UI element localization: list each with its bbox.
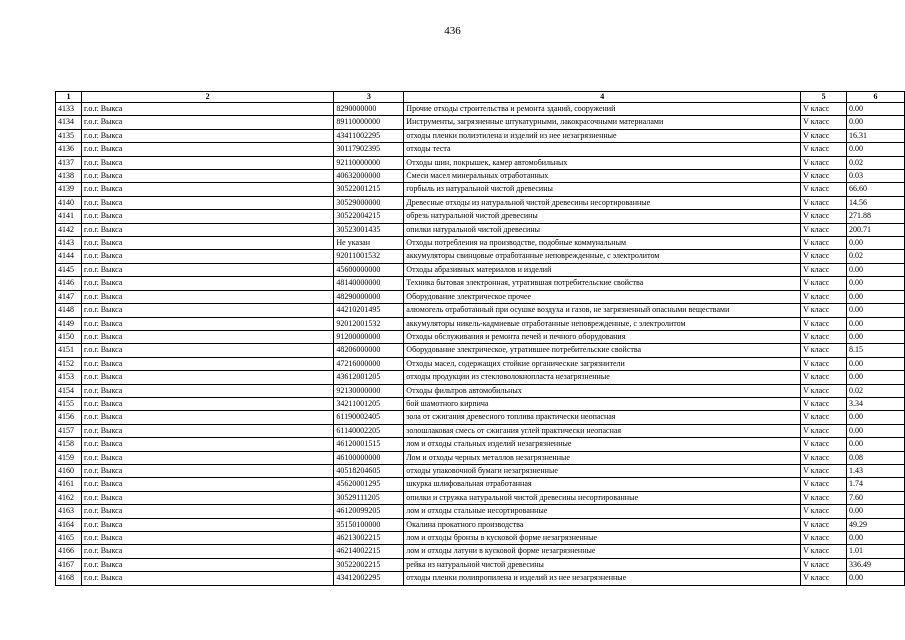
- waste-code-cell: 91200000000: [334, 330, 404, 343]
- row-number-cell: 4142: [56, 223, 82, 236]
- amount-cell: 0.00: [847, 505, 905, 518]
- waste-code-cell: 92110000000: [334, 156, 404, 169]
- waste-code-cell: Не указан: [334, 237, 404, 250]
- place-cell: г.о.г. Выкса: [81, 210, 333, 223]
- hazard-class-cell: V класс: [801, 196, 847, 209]
- table-row: [56, 411, 905, 424]
- waste-code-cell: 30529111205: [334, 491, 404, 504]
- table-row: [56, 103, 905, 116]
- row-number-cell: 4143: [56, 237, 82, 250]
- waste-name-cell: аккумуляторы никель-кадмиевые отработанные неповрежденные, с электролитом: [404, 317, 801, 330]
- waste-code-cell: 92011001532: [334, 250, 404, 263]
- row-number-cell: 4151: [56, 344, 82, 357]
- amount-cell: 14.56: [847, 196, 905, 209]
- place-cell: г.о.г. Выкса: [81, 290, 333, 303]
- hazard-class-cell: V класс: [801, 572, 847, 585]
- place-cell: г.о.г. Выкса: [81, 277, 333, 290]
- waste-name-cell: аккумуляторы свинцовые отработанные неповрежденные, с электролитом: [404, 250, 801, 263]
- place-cell: г.о.г. Выкса: [81, 330, 333, 343]
- waste-name-cell: лом и отходы латуни в кусковой форме незагрязненные: [404, 545, 801, 558]
- amount-cell: 66.60: [847, 183, 905, 196]
- amount-cell: 0.00: [847, 532, 905, 545]
- table-row: [56, 290, 905, 303]
- hazard-class-cell: V класс: [801, 183, 847, 196]
- place-cell: г.о.г. Выкса: [81, 223, 333, 236]
- place-cell: г.о.г. Выкса: [81, 357, 333, 370]
- row-number-cell: 4133: [56, 103, 82, 116]
- row-number-cell: 4141: [56, 210, 82, 223]
- hazard-class-cell: V класс: [801, 558, 847, 571]
- column-header-code: 3: [334, 92, 404, 103]
- waste-code-cell: 92012001532: [334, 317, 404, 330]
- place-cell: г.о.г. Выкса: [81, 129, 333, 142]
- hazard-class-cell: V класс: [801, 277, 847, 290]
- waste-name-cell: Смеси масел минеральных отработанных: [404, 170, 801, 183]
- hazard-class-cell: V класс: [801, 170, 847, 183]
- table-row: [56, 478, 905, 491]
- hazard-class-cell: V класс: [801, 263, 847, 276]
- table-row: [56, 156, 905, 169]
- place-cell: г.о.г. Выкса: [81, 196, 333, 209]
- waste-code-cell: 45600000000: [334, 263, 404, 276]
- amount-cell: 0.00: [847, 330, 905, 343]
- waste-name-cell: Отходы шин, покрышек, камер автомобильных: [404, 156, 801, 169]
- hazard-class-cell: V класс: [801, 304, 847, 317]
- place-cell: г.о.г. Выкса: [81, 545, 333, 558]
- waste-code-cell: 40518204605: [334, 464, 404, 477]
- table-row: [56, 558, 905, 571]
- waste-register-table: [55, 91, 905, 586]
- amount-cell: 0.08: [847, 451, 905, 464]
- amount-cell: 0.00: [847, 424, 905, 437]
- row-number-cell: 4138: [56, 170, 82, 183]
- place-cell: г.о.г. Выкса: [81, 250, 333, 263]
- waste-name-cell: обрезь натуральной чистой древесины: [404, 210, 801, 223]
- table-row: [56, 397, 905, 410]
- amount-cell: 0.02: [847, 156, 905, 169]
- place-cell: г.о.г. Выкса: [81, 371, 333, 384]
- hazard-class-cell: V класс: [801, 397, 847, 410]
- hazard-class-cell: V класс: [801, 424, 847, 437]
- place-cell: г.о.г. Выкса: [81, 317, 333, 330]
- place-cell: г.о.г. Выкса: [81, 464, 333, 477]
- hazard-class-cell: V класс: [801, 330, 847, 343]
- place-cell: г.о.г. Выкса: [81, 438, 333, 451]
- row-number-cell: 4147: [56, 290, 82, 303]
- row-number-cell: 4157: [56, 424, 82, 437]
- hazard-class-cell: V класс: [801, 464, 847, 477]
- hazard-class-cell: V класс: [801, 384, 847, 397]
- waste-code-cell: 30117902395: [334, 143, 404, 156]
- place-cell: г.о.г. Выкса: [81, 384, 333, 397]
- column-header-hazard-class: 5: [801, 92, 847, 103]
- row-number-cell: 4156: [56, 411, 82, 424]
- row-number-cell: 4146: [56, 277, 82, 290]
- waste-name-cell: шкурка шлифовальная отработанная: [404, 478, 801, 491]
- table-row: [56, 317, 905, 330]
- table-row: [56, 210, 905, 223]
- amount-cell: 49.29: [847, 518, 905, 531]
- hazard-class-cell: V класс: [801, 411, 847, 424]
- hazard-class-cell: V класс: [801, 478, 847, 491]
- table-header: [56, 92, 905, 103]
- waste-code-cell: 30522002215: [334, 558, 404, 571]
- hazard-class-cell: V класс: [801, 357, 847, 370]
- waste-code-cell: 48290000000: [334, 290, 404, 303]
- amount-cell: 1.43: [847, 464, 905, 477]
- table-row: [56, 464, 905, 477]
- hazard-class-cell: V класс: [801, 532, 847, 545]
- waste-name-cell: зола от сжигания древесного топлива практически неопасная: [404, 411, 801, 424]
- waste-name-cell: Лом и отходы черных металлов незагрязненные: [404, 451, 801, 464]
- table-row: [56, 223, 905, 236]
- table-row: [56, 129, 905, 142]
- table-row: [56, 491, 905, 504]
- row-number-cell: 4166: [56, 545, 82, 558]
- table-row: [56, 250, 905, 263]
- hazard-class-cell: V класс: [801, 250, 847, 263]
- amount-cell: 0.00: [847, 371, 905, 384]
- amount-cell: 8.15: [847, 344, 905, 357]
- amount-cell: 1.01: [847, 545, 905, 558]
- hazard-class-cell: V класс: [801, 223, 847, 236]
- table-row: [56, 357, 905, 370]
- row-number-cell: 4158: [56, 438, 82, 451]
- waste-code-cell: 43412002295: [334, 572, 404, 585]
- waste-code-cell: 30529000000: [334, 196, 404, 209]
- waste-name-cell: отходы пленки полипропилена и изделий из нее незагрязненные: [404, 572, 801, 585]
- waste-code-cell: 35150100000: [334, 518, 404, 531]
- waste-name-cell: Древесные отходы из натуральной чистой древесины несортированные: [404, 196, 801, 209]
- place-cell: г.о.г. Выкса: [81, 344, 333, 357]
- table-row: [56, 384, 905, 397]
- row-number-cell: 4153: [56, 371, 82, 384]
- waste-name-cell: отходы упаковочной бумаги незагрязненные: [404, 464, 801, 477]
- place-cell: г.о.г. Выкса: [81, 451, 333, 464]
- row-number-cell: 4148: [56, 304, 82, 317]
- waste-name-cell: лом и отходы стальные несортированные: [404, 505, 801, 518]
- waste-code-cell: 92130000000: [334, 384, 404, 397]
- table-row: [56, 277, 905, 290]
- hazard-class-cell: V класс: [801, 237, 847, 250]
- column-header-place: 2: [81, 92, 333, 103]
- waste-name-cell: Оборудование электрическое, утратившее потребительские свойства: [404, 344, 801, 357]
- hazard-class-cell: V класс: [801, 438, 847, 451]
- waste-name-cell: Отходы абразивных материалов и изделий: [404, 263, 801, 276]
- row-number-cell: 4144: [56, 250, 82, 263]
- hazard-class-cell: V класс: [801, 371, 847, 384]
- waste-name-cell: бой шамотного кирпича: [404, 397, 801, 410]
- amount-cell: 336.49: [847, 558, 905, 571]
- place-cell: г.о.г. Выкса: [81, 478, 333, 491]
- table-row: [56, 143, 905, 156]
- column-header-waste-name: 4: [404, 92, 801, 103]
- table-row: [56, 505, 905, 518]
- waste-name-cell: опилки и стружка натуральной чистой древесины несортированные: [404, 491, 801, 504]
- table-row: [56, 263, 905, 276]
- place-cell: г.о.г. Выкса: [81, 183, 333, 196]
- table-row: [56, 518, 905, 531]
- hazard-class-cell: V класс: [801, 491, 847, 504]
- place-cell: г.о.г. Выкса: [81, 237, 333, 250]
- place-cell: г.о.г. Выкса: [81, 424, 333, 437]
- table-row: [56, 572, 905, 585]
- waste-name-cell: Отходы масел, содержащих стойкие органические загрязнители: [404, 357, 801, 370]
- table-row: [56, 532, 905, 545]
- table-row: [56, 424, 905, 437]
- waste-name-cell: отходы продукции из стекловолокнопласта незагрязненные: [404, 371, 801, 384]
- waste-code-cell: 43411002295: [334, 129, 404, 142]
- hazard-class-cell: V класс: [801, 317, 847, 330]
- amount-cell: 0.00: [847, 304, 905, 317]
- table-row: [56, 330, 905, 343]
- waste-code-cell: 34211001205: [334, 397, 404, 410]
- table-row: [56, 451, 905, 464]
- amount-cell: 0.00: [847, 317, 905, 330]
- place-cell: г.о.г. Выкса: [81, 103, 333, 116]
- place-cell: г.о.г. Выкса: [81, 304, 333, 317]
- waste-name-cell: горбыль из натуральной чистой древесины: [404, 183, 801, 196]
- waste-code-cell: 46120099205: [334, 505, 404, 518]
- row-number-cell: 4155: [56, 397, 82, 410]
- place-cell: г.о.г. Выкса: [81, 491, 333, 504]
- row-number-cell: 4163: [56, 505, 82, 518]
- row-number-cell: 4162: [56, 491, 82, 504]
- table-row: [56, 237, 905, 250]
- amount-cell: 16.31: [847, 129, 905, 142]
- amount-cell: 0.00: [847, 103, 905, 116]
- table-row: [56, 170, 905, 183]
- header-row: [56, 92, 905, 103]
- waste-name-cell: отходы пленки полиэтилена и изделий из нее незагрязненные: [404, 129, 801, 142]
- row-number-cell: 4134: [56, 116, 82, 129]
- row-number-cell: 4136: [56, 143, 82, 156]
- hazard-class-cell: V класс: [801, 156, 847, 169]
- table-row: [56, 196, 905, 209]
- row-number-cell: 4140: [56, 196, 82, 209]
- column-header-number: 1: [56, 92, 82, 103]
- hazard-class-cell: V класс: [801, 518, 847, 531]
- table-row: [56, 371, 905, 384]
- hazard-class-cell: V класс: [801, 545, 847, 558]
- place-cell: г.о.г. Выкса: [81, 397, 333, 410]
- amount-cell: 0.00: [847, 411, 905, 424]
- waste-code-cell: 46213002215: [334, 532, 404, 545]
- waste-code-cell: 61190002405: [334, 411, 404, 424]
- table-row: [56, 545, 905, 558]
- place-cell: г.о.г. Выкса: [81, 572, 333, 585]
- row-number-cell: 4135: [56, 129, 82, 142]
- table-row: [56, 344, 905, 357]
- amount-cell: 0.00: [847, 237, 905, 250]
- waste-code-cell: 46100000000: [334, 451, 404, 464]
- waste-name-cell: Окалина прокатного производства: [404, 518, 801, 531]
- amount-cell: 0.00: [847, 357, 905, 370]
- row-number-cell: 4137: [56, 156, 82, 169]
- hazard-class-cell: V класс: [801, 103, 847, 116]
- row-number-cell: 4167: [56, 558, 82, 571]
- amount-cell: 3.34: [847, 397, 905, 410]
- amount-cell: 0.00: [847, 277, 905, 290]
- hazard-class-cell: V класс: [801, 290, 847, 303]
- table-row: [56, 304, 905, 317]
- waste-name-cell: золошлаковая смесь от сжигания углей практически неопасная: [404, 424, 801, 437]
- amount-cell: 0.03: [847, 170, 905, 183]
- amount-cell: 0.02: [847, 384, 905, 397]
- place-cell: г.о.г. Выкса: [81, 558, 333, 571]
- hazard-class-cell: V класс: [801, 143, 847, 156]
- waste-code-cell: 47216000000: [334, 357, 404, 370]
- waste-name-cell: Оборудование электрическое прочее: [404, 290, 801, 303]
- waste-name-cell: Техника бытовая электронная, утратившая потребительские свойства: [404, 277, 801, 290]
- waste-code-cell: 48206000000: [334, 344, 404, 357]
- amount-cell: 7.60: [847, 491, 905, 504]
- place-cell: г.о.г. Выкса: [81, 518, 333, 531]
- place-cell: г.о.г. Выкса: [81, 263, 333, 276]
- hazard-class-cell: V класс: [801, 210, 847, 223]
- waste-name-cell: Прочие отходы строительства и ремонта зданий, сооружений: [404, 103, 801, 116]
- waste-code-cell: 48140000000: [334, 277, 404, 290]
- hazard-class-cell: V класс: [801, 505, 847, 518]
- waste-name-cell: Отходы потребления на производстве, подобные коммунальным: [404, 237, 801, 250]
- amount-cell: 0.00: [847, 438, 905, 451]
- row-number-cell: 4145: [56, 263, 82, 276]
- hazard-class-cell: V класс: [801, 129, 847, 142]
- amount-cell: 0.00: [847, 143, 905, 156]
- table-body: [56, 103, 905, 586]
- waste-name-cell: алюмогель отработанный при осушке воздуха и газов, не загрязненный опасными веществами: [404, 304, 801, 317]
- hazard-class-cell: V класс: [801, 451, 847, 464]
- waste-name-cell: Отходы обслуживания и ремонта печей и печного оборудования: [404, 330, 801, 343]
- page-number: 436: [444, 25, 461, 37]
- waste-name-cell: лом и отходы бронзы в кусковой форме незагрязненные: [404, 532, 801, 545]
- waste-code-cell: 40632000000: [334, 170, 404, 183]
- waste-code-cell: 43612001205: [334, 371, 404, 384]
- row-number-cell: 4150: [56, 330, 82, 343]
- waste-name-cell: Отходы фильтров автомобильных: [404, 384, 801, 397]
- waste-code-cell: 45620001295: [334, 478, 404, 491]
- place-cell: г.о.г. Выкса: [81, 505, 333, 518]
- waste-code-cell: 30522001215: [334, 183, 404, 196]
- row-number-cell: 4160: [56, 464, 82, 477]
- table-row: [56, 438, 905, 451]
- waste-code-cell: 61140002205: [334, 424, 404, 437]
- row-number-cell: 4168: [56, 572, 82, 585]
- column-header-amount: 6: [847, 92, 905, 103]
- place-cell: г.о.г. Выкса: [81, 170, 333, 183]
- waste-name-cell: лом и отходы стальных изделий незагрязненные: [404, 438, 801, 451]
- place-cell: г.о.г. Выкса: [81, 116, 333, 129]
- waste-name-cell: рейка из натуральной чистой древесины: [404, 558, 801, 571]
- amount-cell: 200.71: [847, 223, 905, 236]
- row-number-cell: 4161: [56, 478, 82, 491]
- waste-code-cell: 30522004215: [334, 210, 404, 223]
- row-number-cell: 4149: [56, 317, 82, 330]
- waste-code-cell: 89110000000: [334, 116, 404, 129]
- waste-code-cell: 46214002215: [334, 545, 404, 558]
- amount-cell: 0.00: [847, 263, 905, 276]
- amount-cell: 0.02: [847, 250, 905, 263]
- amount-cell: 1.74: [847, 478, 905, 491]
- place-cell: г.о.г. Выкса: [81, 411, 333, 424]
- row-number-cell: 4164: [56, 518, 82, 531]
- waste-code-cell: 30523001435: [334, 223, 404, 236]
- amount-cell: 271.88: [847, 210, 905, 223]
- amount-cell: 0.00: [847, 572, 905, 585]
- row-number-cell: 4139: [56, 183, 82, 196]
- waste-name-cell: опилки натуральной чистой древесины: [404, 223, 801, 236]
- place-cell: г.о.г. Выкса: [81, 143, 333, 156]
- row-number-cell: 4152: [56, 357, 82, 370]
- table-row: [56, 183, 905, 196]
- place-cell: г.о.г. Выкса: [81, 156, 333, 169]
- waste-code-cell: 46120001515: [334, 438, 404, 451]
- hazard-class-cell: V класс: [801, 116, 847, 129]
- waste-name-cell: отходы теста: [404, 143, 801, 156]
- waste-name-cell: Инструменты, загрязненные штукатурными, лакокрасочными материалами: [404, 116, 801, 129]
- table-row: [56, 116, 905, 129]
- amount-cell: 0.00: [847, 116, 905, 129]
- place-cell: г.о.г. Выкса: [81, 532, 333, 545]
- row-number-cell: 4159: [56, 451, 82, 464]
- waste-code-cell: 44210201495: [334, 304, 404, 317]
- row-number-cell: 4154: [56, 384, 82, 397]
- hazard-class-cell: V класс: [801, 344, 847, 357]
- row-number-cell: 4165: [56, 532, 82, 545]
- amount-cell: 0.00: [847, 290, 905, 303]
- waste-code-cell: 8290000000: [334, 103, 404, 116]
